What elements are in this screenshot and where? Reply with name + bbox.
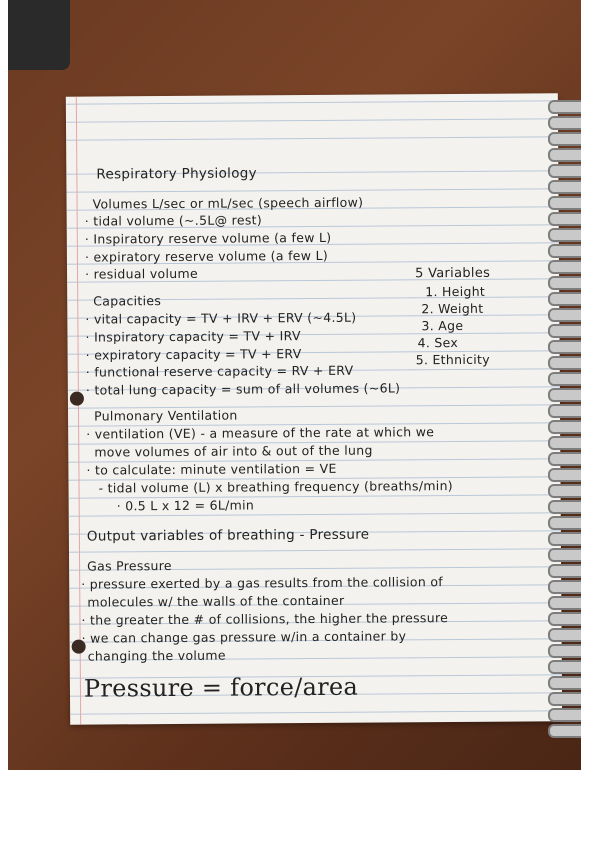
variable-item: 2. Weight <box>421 300 484 317</box>
variable-item: 1. Height <box>425 283 486 300</box>
spiral-coil <box>548 244 581 258</box>
spiral-coil <box>548 676 581 690</box>
spiral-coil <box>548 164 581 178</box>
note-line: - tidal volume (L) x breathing frequency (breaths/min) <box>98 478 454 496</box>
spiral-coil <box>548 596 581 610</box>
spiral-coil <box>548 404 581 418</box>
note-line: · Inspiratory capacity = TV + IRV <box>85 328 301 345</box>
note-line: · 0.5 L x 12 = 6L/min <box>116 497 255 514</box>
spiral-coil <box>548 612 581 626</box>
note-line: Capacities <box>93 293 162 309</box>
spiral-coil <box>548 356 581 370</box>
variables-title: 5 Variables <box>415 265 491 282</box>
note-line: move volumes of air into & out of the lung <box>94 442 373 460</box>
spiral-coil <box>548 628 581 642</box>
spiral-coil <box>548 180 581 194</box>
spiral-coil <box>548 532 581 546</box>
note-line: · to calculate: minute ventilation = VE <box>86 460 337 478</box>
spiral-coil <box>548 372 581 386</box>
spiral-coil <box>548 692 581 706</box>
photo-background <box>8 0 581 770</box>
spiral-coil <box>548 660 581 674</box>
spiral-coil <box>548 516 581 530</box>
spiral-coil <box>548 388 581 402</box>
note-line: molecules w/ the walls of the container <box>87 592 345 610</box>
spiral-coil <box>548 564 581 578</box>
spiral-coil <box>548 260 581 274</box>
spiral-binding <box>548 100 581 750</box>
spiral-coil <box>548 196 581 210</box>
note-line: · vital capacity = TV + IRV + ERV (~4.5L) <box>85 309 357 327</box>
note-line: changing the volume <box>87 647 226 664</box>
spiral-coil <box>548 452 581 466</box>
note-line: Gas Pressure <box>87 557 172 574</box>
notes-title: Respiratory Physiology <box>96 165 257 183</box>
margin-line <box>76 97 81 725</box>
spiral-coil <box>548 484 581 498</box>
variable-item: 3. Age <box>421 317 464 334</box>
note-line: Output variables of breathing - Pressure <box>86 526 370 545</box>
spiral-coil <box>548 468 581 482</box>
note-line: Volumes L/sec or mL/sec (speech airflow) <box>92 194 364 212</box>
spiral-coil <box>548 548 581 562</box>
spiral-coil <box>548 500 581 514</box>
note-line: · we can change gas pressure w/in a container by <box>81 628 407 646</box>
spiral-coil <box>548 100 581 114</box>
spiral-coil <box>548 324 581 338</box>
note-line: · the greater the # of collisions, the higher the pressure <box>81 610 449 628</box>
spiral-coil <box>548 308 581 322</box>
punch-hole <box>70 392 84 406</box>
device-corner <box>8 0 70 70</box>
spiral-coil <box>548 212 581 226</box>
spiral-coil <box>548 228 581 242</box>
pressure-formula: Pressure = force/area <box>83 672 359 703</box>
spiral-coil <box>548 724 581 738</box>
spiral-coil <box>548 148 581 162</box>
note-line: · expiratory reserve volume (a few L) <box>84 247 329 265</box>
note-line: · tidal volume (~.5L@ rest) <box>84 212 263 229</box>
spiral-coil <box>548 644 581 658</box>
spiral-coil <box>548 340 581 354</box>
note-line: · residual volume <box>85 265 198 282</box>
spiral-coil <box>548 276 581 290</box>
variable-item: 5. Ethnicity <box>415 351 490 368</box>
spiral-coil <box>548 132 581 146</box>
spiral-coil <box>548 292 581 306</box>
notebook-page <box>66 93 562 724</box>
spiral-coil <box>548 708 581 722</box>
spiral-coil <box>548 116 581 130</box>
variable-item: 4. Sex <box>417 334 459 351</box>
note-line: · ventilation (VE) - a measure of the rate at which we <box>86 424 435 442</box>
note-line: · Inspiratory reserve volume (a few L) <box>84 229 332 247</box>
note-line: · total lung capacity = sum of all volumes (~6L) <box>85 380 401 398</box>
spiral-coil <box>548 436 581 450</box>
spiral-coil <box>548 580 581 594</box>
note-line: · expiratory capacity = TV + ERV <box>85 346 302 363</box>
note-line: · functional reserve capacity = RV + ERV <box>85 362 354 380</box>
note-line: Pulmonary Ventilation <box>93 407 238 424</box>
note-line: · pressure exerted by a gas results from the collision of <box>81 574 444 592</box>
spiral-coil <box>548 420 581 434</box>
